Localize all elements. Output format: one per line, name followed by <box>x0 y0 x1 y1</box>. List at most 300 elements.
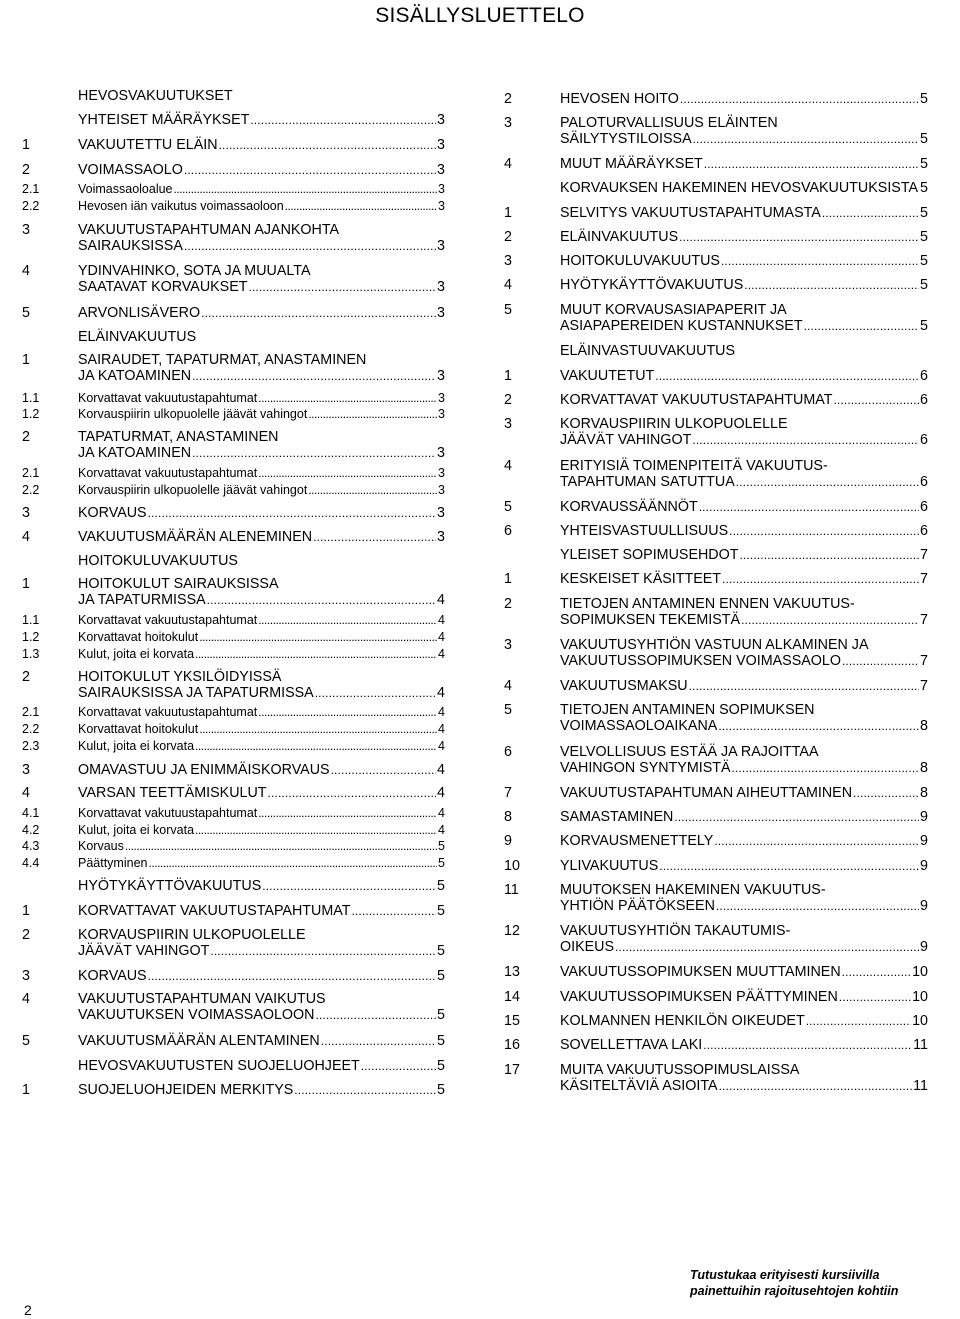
toc-entry-page: 3 <box>437 279 445 295</box>
footer-note-line-1: Tutustukaa erityisesti kursiivilla <box>690 1268 880 1282</box>
page-title: SISÄLLYSLUETTELO <box>375 4 585 27</box>
toc-entry-title: MUITA VAKUUTUSSOPIMUSLAISSA <box>560 1062 800 1078</box>
toc-entry-page: 6 <box>920 474 928 490</box>
toc-entry <box>22 162 445 178</box>
dot-leader <box>842 653 919 669</box>
toc-entry-title: SUOJELUOHJEIDEN MERKITYS <box>78 1082 294 1098</box>
dot-leader <box>331 762 436 778</box>
toc-entry <box>504 744 928 776</box>
toc-entry <box>504 858 928 874</box>
toc-entry <box>22 390 445 406</box>
toc-entry-title: Korvauspiirin ulkopuolelle jäävät vahingot <box>78 483 308 497</box>
toc-entry-page: 7 <box>920 547 928 563</box>
toc-entry-title: KORVAUSPIIRIN ULKOPUOLELLE <box>78 927 306 943</box>
toc-entry-title: Päättyminen <box>78 856 148 870</box>
toc-entry <box>22 88 445 104</box>
dot-leader <box>806 1013 911 1029</box>
toc-entry-number: 12 <box>504 923 520 939</box>
dot-leader <box>714 833 919 849</box>
toc-entry-title: HOITOKULUVAKUUTUS <box>560 253 720 269</box>
toc-entry-page: 5 <box>920 156 928 172</box>
toc-entry-page: 4 <box>438 739 445 753</box>
dot-leader <box>201 305 436 321</box>
toc-entry-title: SAIRAUKSISSA JA TAPATURMISSA <box>78 685 314 701</box>
toc-entry-page: 3 <box>438 483 445 497</box>
dot-leader <box>294 1082 436 1098</box>
toc-entry-page: 5 <box>920 91 928 107</box>
toc-entry-number: 2 <box>22 927 30 943</box>
dot-leader <box>258 612 437 628</box>
toc-entry-number: 9 <box>504 833 512 849</box>
dot-leader <box>804 318 919 334</box>
toc-entry-number: 1.3 <box>22 647 40 661</box>
toc-entry <box>22 352 445 384</box>
dot-leader <box>680 91 919 107</box>
toc-entry-title: YHTIÖN PÄÄTÖKSEEN <box>560 898 715 914</box>
toc-entry-page: 6 <box>920 392 928 408</box>
toc-entry <box>22 629 445 645</box>
toc-entry-page: 4 <box>437 685 445 701</box>
toc-entry-page: 6 <box>920 432 928 448</box>
dot-leader <box>842 964 911 980</box>
dot-leader <box>125 838 437 854</box>
toc-entry-title: VAKUUTUSYHTIÖN VASTUUN ALKAMINEN JA <box>560 637 869 653</box>
toc-entry <box>504 571 928 587</box>
toc-entry-title: MUUT KORVAUSASIAPAPERIT JA <box>560 302 787 318</box>
toc-entry <box>504 833 928 849</box>
toc-entry-title: HOITOKULUT SAIRAUKSISSA <box>78 576 279 592</box>
toc-entry-number: 5 <box>504 302 512 318</box>
toc-entry-number: 4.3 <box>22 839 40 853</box>
footer-note-line-2: painettuihin rajoitusehtojen kohtiin <box>690 1284 899 1298</box>
dot-leader <box>736 474 919 490</box>
toc-entry-title: MUUT MÄÄRÄYKSET <box>560 156 703 172</box>
toc-entry-page: 6 <box>920 368 928 384</box>
toc-entry-page: 5 <box>437 943 445 959</box>
toc-entry-page: 5 <box>920 131 928 147</box>
toc-entry-title: Kulut, joita ei korvata <box>78 823 195 837</box>
toc-entry-title: Korvattavat hoitokulut <box>78 630 199 644</box>
toc-entry-number: 3 <box>22 222 30 238</box>
toc-entry-title: KÄSITELTÄVIÄ ASIOITA <box>560 1078 718 1094</box>
toc-entry-title: MUUTOKSEN HAKEMINEN VAKUUTUS- <box>560 882 826 898</box>
toc-entry <box>22 181 445 197</box>
toc-entry <box>504 596 928 628</box>
dot-leader <box>729 523 919 539</box>
toc-entry-number: 1 <box>22 903 30 919</box>
toc-entry-title: YLIVAKUUTUS <box>560 858 659 874</box>
toc-entry-page: 5 <box>920 253 928 269</box>
toc-entry-page: 4 <box>437 762 445 778</box>
toc-entry-title: OIKEUS <box>560 939 615 955</box>
toc-entry-title: VOIMASSAOLOAIKANA <box>560 718 718 734</box>
toc-entry-number: 2.1 <box>22 182 40 196</box>
toc-entry-number: 4 <box>504 458 512 474</box>
toc-entry <box>22 646 445 662</box>
dot-leader <box>615 939 919 955</box>
toc-entry <box>22 553 445 569</box>
toc-entry <box>504 458 928 490</box>
toc-entry-page: 3 <box>438 391 445 405</box>
toc-entry-number: 2 <box>22 429 30 445</box>
toc-entry-number: 3 <box>22 762 30 778</box>
toc-entry-number: 10 <box>504 858 520 874</box>
toc-entry-page: 5 <box>437 1082 445 1098</box>
dot-leader <box>210 943 436 959</box>
toc-entry-number: 1 <box>504 368 512 384</box>
toc-entry-number: 2 <box>504 91 512 107</box>
toc-entry-title: SAMASTAMINEN <box>560 809 674 825</box>
toc-entry-page: 3 <box>437 238 445 254</box>
toc-entry-title: PALOTURVALLISUUS ELÄINTEN <box>560 115 778 131</box>
toc-entry <box>22 406 445 422</box>
toc-entry-title: HOITOKULUT YKSILÖIDYISSÄ <box>78 669 282 685</box>
toc-entry <box>22 738 445 754</box>
toc-entry-page: 4 <box>438 806 445 820</box>
toc-entry-title: VAKUUTUKSEN VOIMASSAOLOON <box>78 1007 315 1023</box>
toc-entry-number: 15 <box>504 1013 520 1029</box>
toc-entry-number: 1 <box>504 205 512 221</box>
toc-entry <box>22 576 445 608</box>
dot-leader <box>722 571 919 587</box>
toc-entry <box>22 465 445 481</box>
toc-entry-number: 4 <box>504 277 512 293</box>
dot-leader <box>679 229 919 245</box>
dot-leader <box>659 858 919 874</box>
toc-entry-page: 3 <box>438 466 445 480</box>
toc-entry <box>504 499 928 515</box>
toc-entry-number: 1.2 <box>22 407 40 421</box>
toc-entry <box>504 115 928 147</box>
toc-entry <box>22 838 445 854</box>
dot-leader <box>721 253 919 269</box>
dot-leader <box>732 760 920 776</box>
toc-entry <box>22 612 445 628</box>
toc-entry-title: VAKUUTUSMAKSU <box>560 678 688 694</box>
dot-leader <box>219 137 436 153</box>
toc-entry <box>22 329 445 345</box>
toc-entry-page: 5 <box>437 968 445 984</box>
toc-entry-page: 5 <box>437 878 445 894</box>
dot-leader <box>839 989 911 1005</box>
toc-entry-page: 7 <box>920 678 928 694</box>
toc-entry-title: HOITOKULUVAKUUTUS <box>78 553 238 569</box>
toc-entry-page: 6 <box>920 523 928 539</box>
toc-entry-page: 10 <box>912 964 928 980</box>
toc-entry-number: 8 <box>504 809 512 825</box>
toc-entry-number: 3 <box>504 253 512 269</box>
toc-entry-title: SAIRAUKSISSA <box>78 238 183 254</box>
toc-entry <box>22 1082 445 1098</box>
toc-entry-title: KORVAUSPIIRIN ULKOPUOLELLE <box>560 416 788 432</box>
toc-entry-page: 7 <box>920 653 928 669</box>
toc-entry <box>504 637 928 669</box>
toc-entry-page: 5 <box>437 1007 445 1023</box>
toc-entry-title: HEVOSVAKUUTUKSET <box>78 88 233 104</box>
toc-entry <box>504 277 928 293</box>
toc-entry-page: 5 <box>920 277 928 293</box>
toc-entry-number: 11 <box>504 882 519 898</box>
toc-entry-title: Kulut, joita ei korvata <box>78 647 195 661</box>
toc-entry-number: 2.2 <box>22 483 40 497</box>
toc-entry-title: Korvaus <box>78 839 124 853</box>
toc-entry-number: 3 <box>504 416 512 432</box>
dot-leader <box>716 898 919 914</box>
toc-entry-number: 14 <box>504 989 520 1005</box>
toc-entry <box>22 855 445 871</box>
toc-entry-page: 3 <box>437 529 445 545</box>
dot-leader <box>192 445 436 461</box>
toc-entry-number: 3 <box>22 505 30 521</box>
toc-entry-number: 2 <box>22 162 30 178</box>
toc-entry-number: 2 <box>22 669 30 685</box>
toc-entry-page: 4 <box>438 705 445 719</box>
toc-entry-title: Korvattavat vakutuustapahtumat <box>78 806 258 820</box>
toc-entry-number: 2 <box>504 596 512 612</box>
toc-entry-number: 4 <box>504 156 512 172</box>
dot-leader <box>822 205 919 221</box>
toc-entry-page: 6 <box>920 499 928 515</box>
toc-entry-number: 2.1 <box>22 705 40 719</box>
toc-entry-title: VAKUUTUSSOPIMUKSEN PÄÄTTYMINEN <box>560 989 838 1005</box>
toc-entry-title: HYÖTYKÄYTTÖVAKUUTUS <box>78 878 262 894</box>
toc-entry <box>22 878 445 894</box>
toc-entry-title: KORVATTAVAT VAKUUTUSTAPAHTUMAT <box>560 392 833 408</box>
toc-entry-title: Kulut, joita ei korvata <box>78 739 195 753</box>
toc-entry <box>22 721 445 737</box>
toc-entry <box>504 392 928 408</box>
toc-entry-number: 5 <box>504 702 512 718</box>
dot-leader <box>258 390 437 406</box>
toc-entry-page: 4 <box>438 630 445 644</box>
toc-entry-title: VARSAN TEETTÄMISKULUT <box>78 785 267 801</box>
toc-entry <box>504 785 928 801</box>
dot-leader <box>692 432 919 448</box>
toc-entry-title: ASIAPAPEREIDEN KUSTANNUKSET <box>560 318 803 334</box>
toc-entry-page: 11 <box>913 1078 928 1094</box>
toc-entry-number: 4.1 <box>22 806 40 820</box>
dot-leader <box>674 809 919 825</box>
toc-entry-number: 1 <box>504 571 512 587</box>
dot-leader <box>655 368 919 384</box>
toc-entry-title: KORVAUKSEN HAKEMINEN HEVOSVAKUUTUKSISTA <box>560 180 919 196</box>
toc-entry <box>22 482 445 498</box>
toc-entry <box>22 991 445 1023</box>
toc-entry <box>22 137 445 153</box>
toc-entry <box>22 505 445 521</box>
toc-entry-number: 4 <box>504 678 512 694</box>
toc-entry <box>22 1033 445 1049</box>
dot-leader <box>308 406 437 422</box>
toc-entry-page: 4 <box>437 785 445 801</box>
toc-entry <box>22 198 445 214</box>
toc-entry-number: 1 <box>22 137 30 153</box>
toc-entry-title: Hevosen iän vaikutus voimassaoloon <box>78 199 284 213</box>
toc-entry-page: 5 <box>438 839 445 853</box>
toc-entry-page: 3 <box>437 445 445 461</box>
toc-entry-title: TIETOJEN ANTAMINEN ENNEN VAKUUTUS- <box>560 596 855 612</box>
dot-leader <box>719 1078 913 1094</box>
dot-leader <box>689 678 919 694</box>
toc-entry-page: 4 <box>438 647 445 661</box>
toc-entry-title: VAKUUTUSMÄÄRÄN ALENTAMINEN <box>78 1033 320 1049</box>
dot-leader <box>351 903 436 919</box>
toc-entry-title: HEVOSEN HOITO <box>560 91 679 107</box>
dot-leader <box>693 131 919 147</box>
toc-entry-number: 2.1 <box>22 466 40 480</box>
toc-entry-number: 1.1 <box>22 391 40 405</box>
toc-entry <box>504 205 928 221</box>
toc-entry-title: JA TAPATURMISSA <box>78 592 206 608</box>
dot-leader <box>174 181 438 197</box>
toc-entry-page: 8 <box>920 718 928 734</box>
toc-entry-title: JÄÄVÄT VAHINGOT <box>78 943 210 959</box>
toc-entry-page: 11 <box>913 1037 928 1053</box>
toc-entry-page: 3 <box>438 407 445 421</box>
toc-entry-title: VAKUUTUSTAPAHTUMAN VAIKUTUS <box>78 991 326 1007</box>
toc-entry <box>504 702 928 734</box>
toc-entry-title: VOIMASSAOLO <box>78 162 183 178</box>
toc-entry-title: Korvattavat vakuutustapahtumat <box>78 705 258 719</box>
toc-entry-title: Korvattavat vakuutustapahtumat <box>78 391 258 405</box>
dot-leader <box>740 547 920 563</box>
dot-leader <box>361 1058 436 1074</box>
toc-entry-title: VAHINGON SYNTYMISTÄ <box>560 760 731 776</box>
dot-leader <box>268 785 437 801</box>
toc-entry <box>504 809 928 825</box>
toc-entry-page: 10 <box>912 1013 928 1029</box>
toc-entry-page: 3 <box>437 368 445 384</box>
toc-entry-number: 1 <box>22 576 30 592</box>
toc-entry-title: JA KATOAMINEN <box>78 368 192 384</box>
toc-entry-title: VAKUUTETTU ELÄIN <box>78 137 218 153</box>
dot-leader <box>184 162 436 178</box>
toc-entry-page: 5 <box>920 318 928 334</box>
toc-entry-page: 8 <box>920 760 928 776</box>
toc-entry <box>504 882 928 914</box>
toc-entry-title: Korvattavat vakuutustapahtumat <box>78 613 258 627</box>
toc-entry <box>22 785 445 801</box>
toc-entry-title: VAKUUTUSSOPIMUKSEN VOIMASSAOLO <box>560 653 841 669</box>
toc-entry-number: 2.2 <box>22 199 40 213</box>
toc-entry <box>504 180 928 196</box>
toc-entry-page: 5 <box>437 1033 445 1049</box>
toc-entry-title: JA KATOAMINEN <box>78 445 192 461</box>
dot-leader <box>148 968 436 984</box>
dot-leader <box>258 704 437 720</box>
toc-entry-title: ELÄINVAKUUTUS <box>78 329 197 345</box>
toc-entry-number: 4 <box>22 785 30 801</box>
dot-leader <box>833 392 919 408</box>
toc-entry-page: 4 <box>438 722 445 736</box>
toc-entry <box>504 343 928 359</box>
toc-entry <box>22 263 445 295</box>
toc-entry-number: 2 <box>504 229 512 245</box>
dot-leader <box>207 592 436 608</box>
toc-entry <box>22 704 445 720</box>
toc-entry-page: 5 <box>920 205 928 221</box>
toc-entry-number: 5 <box>22 1033 30 1049</box>
toc-entry-page: 4 <box>437 592 445 608</box>
toc-entry-title: SÄILYTYSTILOISSA <box>560 131 692 147</box>
toc-entry-number: 2 <box>504 392 512 408</box>
footer-note <box>690 1267 898 1299</box>
toc-entry <box>504 156 928 172</box>
toc-entry <box>504 253 928 269</box>
dot-leader <box>258 465 437 481</box>
toc-entry <box>504 547 928 563</box>
toc-entry <box>22 1058 445 1074</box>
toc-entry-title: TIETOJEN ANTAMINEN SOPIMUKSEN <box>560 702 815 718</box>
toc-entry-page: 3 <box>438 199 445 213</box>
toc-entry <box>504 368 928 384</box>
toc-entry <box>504 678 928 694</box>
dot-leader <box>308 482 437 498</box>
toc-entry-page: 4 <box>438 823 445 837</box>
toc-entry-page: 3 <box>437 137 445 153</box>
toc-entry-title: YDINVAHINKO, SOTA JA MUUALTA <box>78 263 311 279</box>
toc-entry-page: 9 <box>920 939 928 955</box>
dot-leader <box>744 277 919 293</box>
toc-entry-title: VAKUUTUSMÄÄRÄN ALENEMINEN <box>78 529 313 545</box>
toc-entry-page: 9 <box>920 833 928 849</box>
dot-leader <box>258 805 437 821</box>
toc-entry-number: 1 <box>22 1082 30 1098</box>
toc-entry <box>22 529 445 545</box>
toc-entry-title: Korvattavat vakuutustapahtumat <box>78 466 258 480</box>
toc-entry-number: 6 <box>504 744 512 760</box>
toc-entry-title: ELÄINVAKUUTUS <box>560 229 679 245</box>
toc-entry <box>22 903 445 919</box>
dot-leader <box>718 718 919 734</box>
toc-entry-page: 7 <box>920 571 928 587</box>
dot-leader <box>741 612 919 628</box>
toc-entry-number: 4.4 <box>22 856 40 870</box>
dot-leader <box>315 685 436 701</box>
toc-entry <box>22 112 445 128</box>
toc-entry-page: 9 <box>920 858 928 874</box>
toc-entry-title: VAKUUTUSSOPIMUKSEN MUUTTAMINEN <box>560 964 841 980</box>
toc-entry-number: 1.1 <box>22 613 40 627</box>
toc-entry-title: KORVAUSMENETTELY <box>560 833 714 849</box>
toc-entry <box>22 762 445 778</box>
toc-entry-number: 3 <box>504 637 512 653</box>
toc-entry-page: 9 <box>920 809 928 825</box>
toc-entry <box>22 305 445 321</box>
toc-entry <box>504 1013 928 1029</box>
dot-leader <box>192 368 436 384</box>
toc-entry-title: HEVOSVAKUUTUSTEN SUOJELUOHJEET <box>78 1058 360 1074</box>
toc-entry-title: KORVAUSSÄÄNNÖT <box>560 499 698 515</box>
toc-entry <box>22 805 445 821</box>
toc-entry-number: 1.2 <box>22 630 40 644</box>
dot-leader <box>199 721 437 737</box>
toc-entry-title: SOPIMUKSEN TEKEMISTÄ <box>560 612 741 628</box>
toc-entry <box>504 91 928 107</box>
toc-entry-page: 3 <box>437 505 445 521</box>
dot-leader <box>704 156 919 172</box>
toc-entry-number: 4 <box>22 263 30 279</box>
toc-entry-title: Korvattavat hoitokulut <box>78 722 199 736</box>
page-number: 2 <box>24 1302 32 1318</box>
toc-entry <box>504 989 928 1005</box>
toc-entry-title: YLEISET SOPIMUSEHDOT <box>560 547 739 563</box>
dot-leader <box>285 198 437 214</box>
toc-entry <box>504 302 928 334</box>
toc-entry-title: VELVOLLISUUS ESTÄÄ JA RAJOITTAA <box>560 744 819 760</box>
toc-entry-title: SAATAVAT KORVAUKSET <box>78 279 248 295</box>
toc-entry-page: 4 <box>438 613 445 627</box>
